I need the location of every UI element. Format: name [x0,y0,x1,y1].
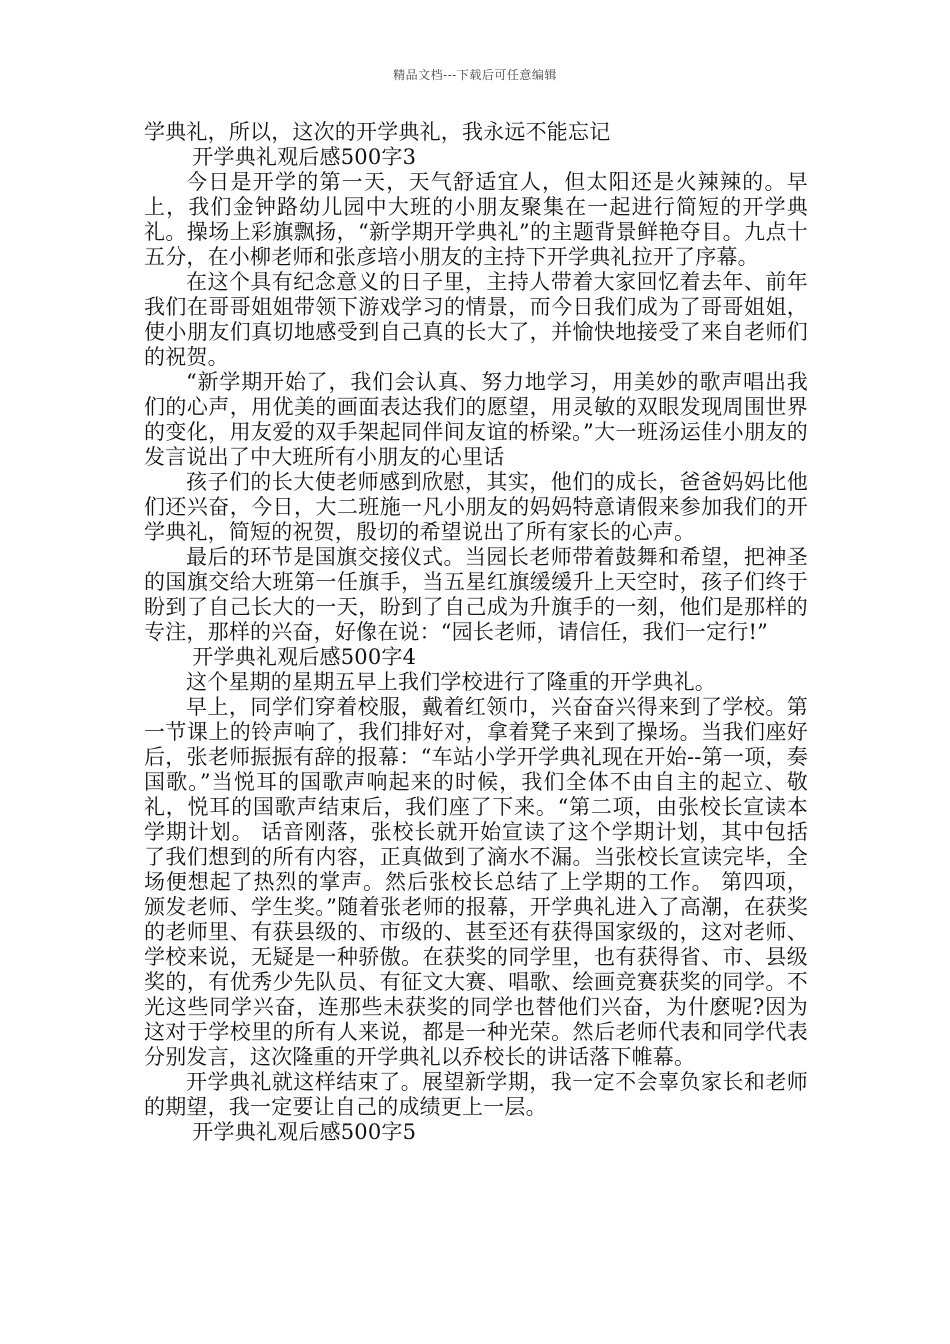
page-header: 精品文档---下载后可任意编辑 [393,68,557,82]
paragraph: 开学典礼就这样结束了。展望新学期，我一定不会辜负家长和老师的期望，我一定要让自己的成绩更上一层。 [144,1070,808,1119]
paragraph: 孩子们的长大使老师感到欣慰，其实，他们的成长，爸爸妈妈比他们还兴奋，今日，大二班施一凡小朋友的妈妈特意请假来参加我们的开学典礼，简短的祝贺，殷切的希望说出了所有家长的心声。 [144,470,808,544]
paragraph-continuation: 学典礼，所以，这次的开学典礼，我永远不能忘记 [144,120,611,144]
paragraph: 今日是开学的第一天，天气舒适宜人，但太阳还是火辣辣的。早上，我们金钟路幼儿园中大班的小朋友聚集在一起进行简短的开学典礼。操场上彩旗飘扬，“新学期开学典礼”的主题背景鲜艳夺目。九点十五分，在小柳老师和张彦培小朋友的主持下开学典礼拉开了序幕。 [144,170,808,269]
section-heading-4: 开学典礼观后感500字4 [192,645,417,669]
section-heading-5: 开学典礼观后感500字5 [192,1120,417,1144]
paragraph: “新学期开始了，我们会认真、努力地学习，用美妙的歌声唱出我们的心声，用优美的画面表达我们的愿望，用灵敏的双眼发现周围世界的变化，用友爱的双手架起同伴间友谊的桥梁。”大一班汤运佳小朋友的发言说出了中大班所有小朋友的心里话 [144,370,808,469]
paragraph: 这个星期的星期五早上我们学校进行了隆重的开学典礼。 [186,670,716,694]
paragraph: 早上，同学们穿着校服，戴着红领巾，兴奋奋兴得来到了学校。第一节课上的铃声响了，我们排好对，拿着凳子来到了操场。当我们座好后，张老师振振有辞的报幕：“车站小学开学典礼现在开始--第一项，奏国歌。”当悦耳的国歌声响起来的时候，我们全体不由自主的起立、敬礼，悦耳的国歌声结束后，我们座了下来。“第二项，由张校长宣读本学期计划。 话音刚落，张校长就开始宣读了这个学期计划，其中包括了我们想到的所有内容，正真做到了滴水不漏。当张校长宣读完毕，全场便想起了热烈的掌声。然后张校长总结了上学期的工作。 第四项，颁发老师、学生奖。”随着张老师的报幕，开学典礼进入了高潮，在获奖的老师里、有获县级的、市级的、甚至还有获得国家级的，这对老师、学校来说，无疑是一种骄傲。在获奖的同学里，也有获得省、市、县级奖的，有优秀少先队员、有征文大赛、唱歌、绘画竞赛获奖的同学。不光这些同学兴奋，连那些未获奖的同学也替他们兴奋，为什麽呢?因为这对于学校里的所有人来说，都是一种光荣。然后老师代表和同学代表分别发言，这次隆重的开学典礼以乔校长的讲话落下帷幕。 [144,695,808,1069]
paragraph: 在这个具有纪念意义的日子里，主持人带着大家回忆着去年、前年我们在哥哥姐姐带领下游戏学习的情景，而今日我们成为了哥哥姐姐，使小朋友们真切地感受到自己真的长大了，并愉快地接受了来自老师们的祝贺。 [144,270,808,369]
section-heading-3: 开学典礼观后感500字3 [192,145,417,169]
document-body [144,120,808,1145]
paragraph: 最后的环节是国旗交接仪式。当园长老师带着鼓舞和希望，把神圣的国旗交给大班第一任旗手，当五星红旗缓缓升上天空时，孩子们终于盼到了自己长大的一天，盼到了自己成为升旗手的一刻，他们是那样的专注，那样的兴奋，好像在说：“园长老师，请信任，我们一定行!” [144,545,808,644]
